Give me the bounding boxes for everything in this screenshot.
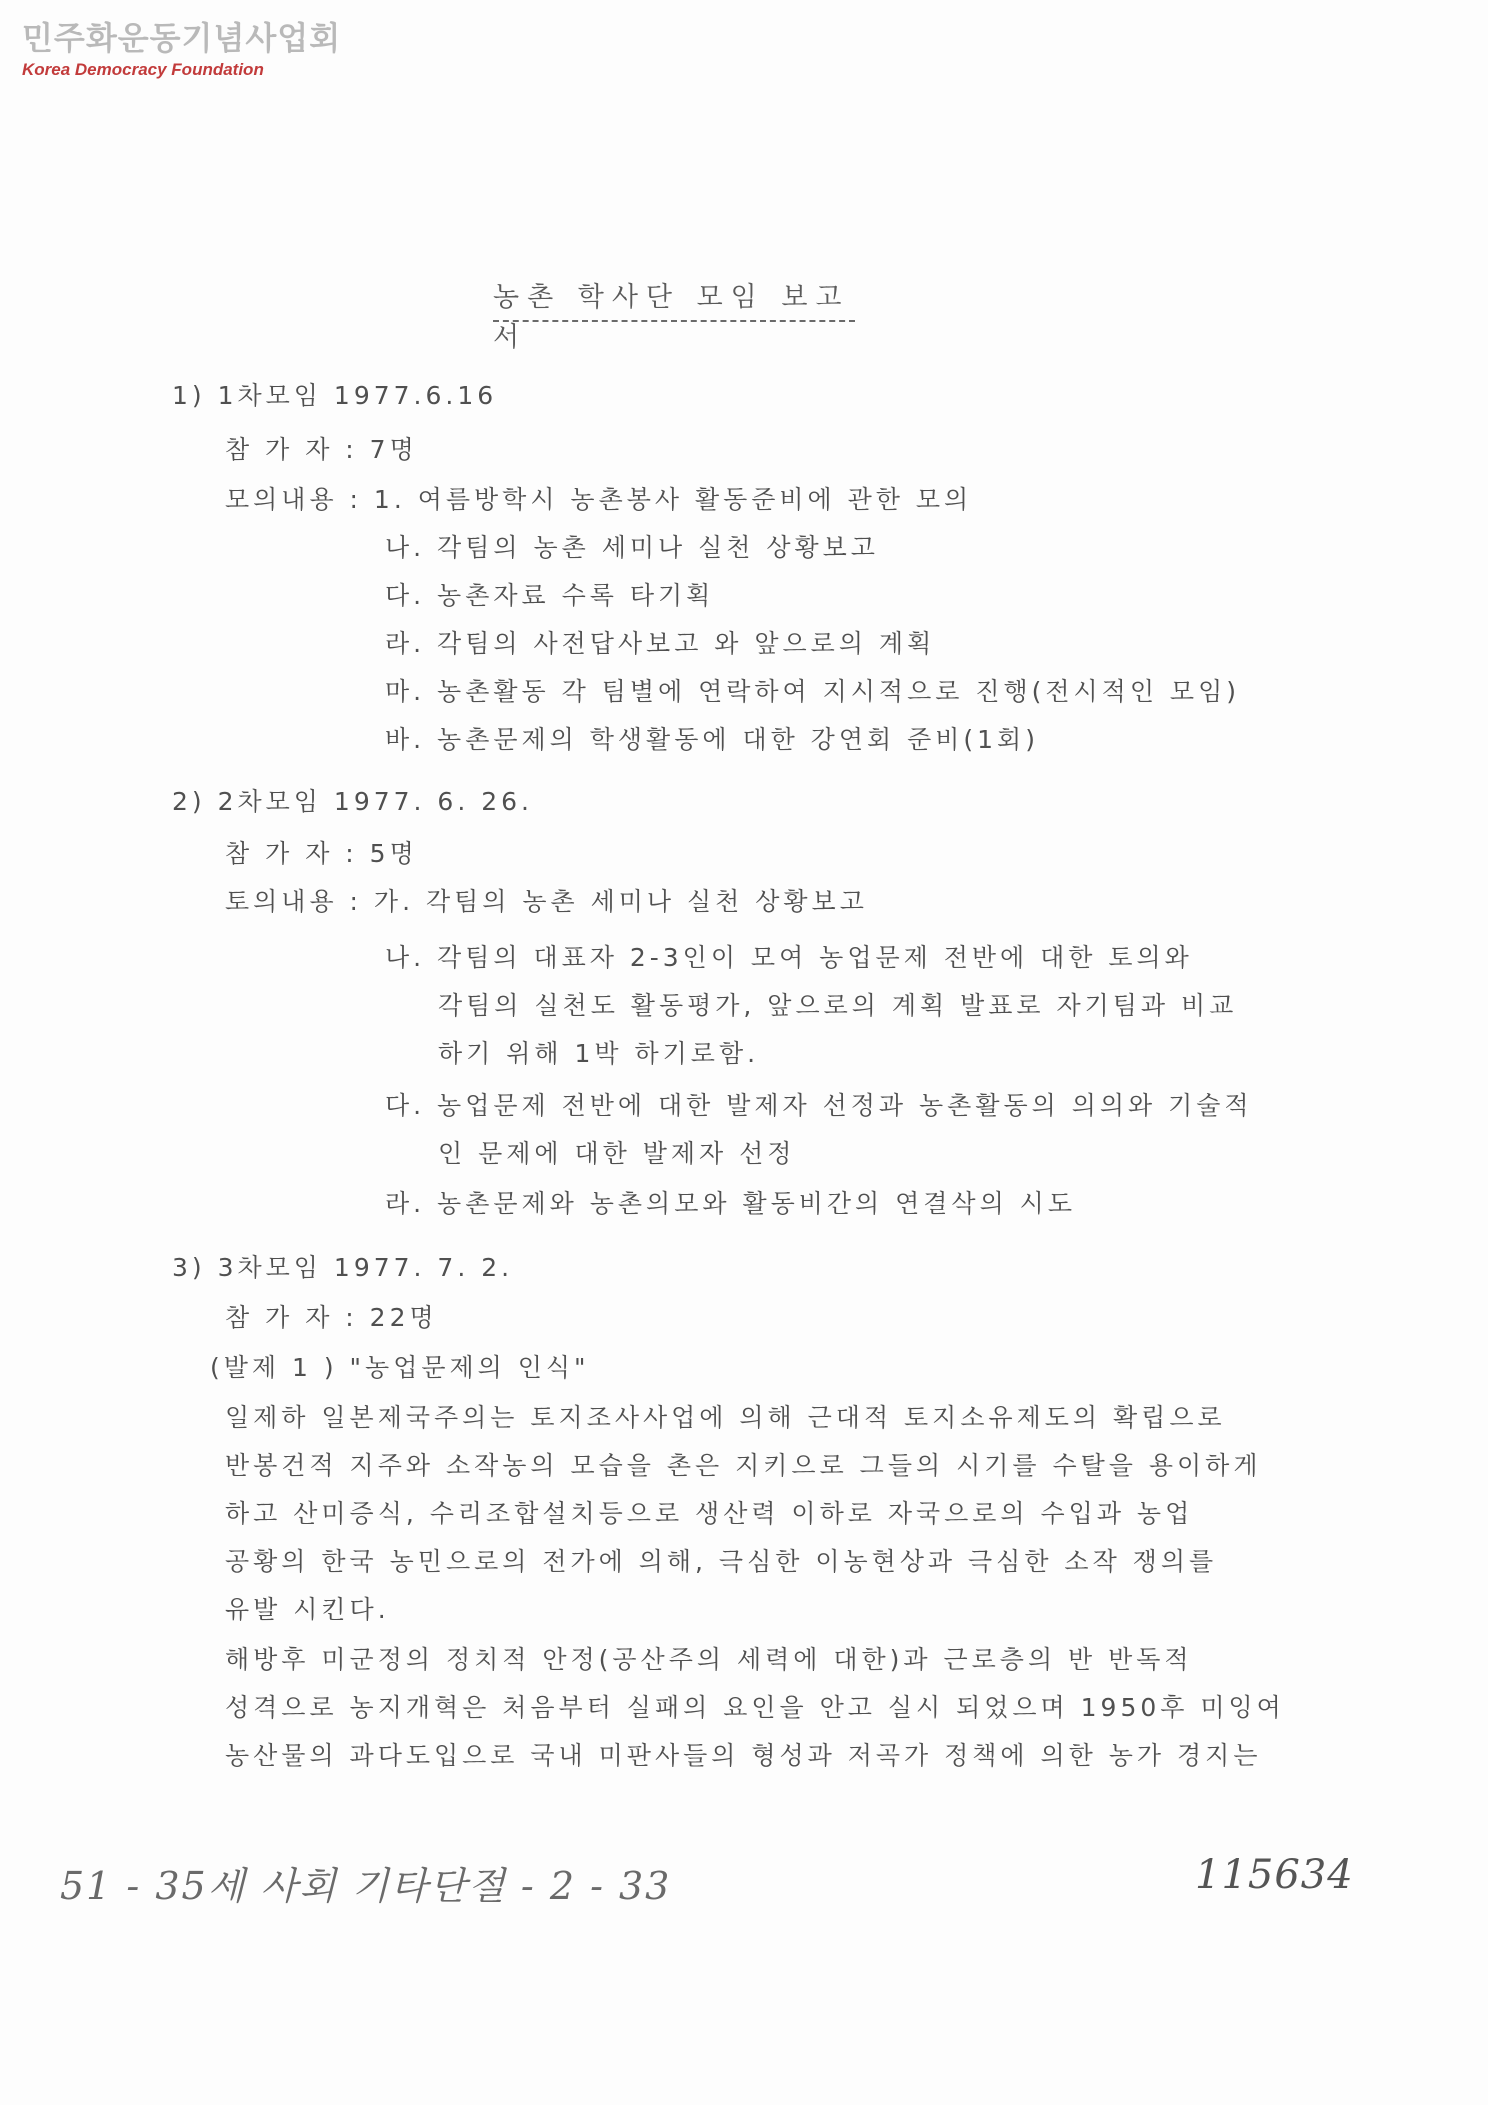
meeting-2-agenda-b: 나. 각팀의 대표자 2-3인이 모여 농업문제 전반에 대한 토의와 [385,943,1193,972]
presentation-1-paragraph-line-1: 일제하 일본제국주의는 토지조사사업에 의해 근대적 토지소유제도의 확립으로 [225,1403,1226,1432]
handwritten-page-number: 115634 [1195,1852,1354,1898]
meeting-1-agenda-f: 바. 농촌문제의 학생활동에 대한 강연회 준비(1회) [385,725,1039,754]
presentation-1-paragraph-line-3: 하고 산미증식, 수리조합설치등으로 생산력 이하로 자국으로의 수입과 농업 [225,1499,1194,1528]
meeting-2-agenda-b-cont-2: 하기 위해 1박 하기로함. [438,1039,760,1068]
presentation-1-heading: (발제 1 ) "농업문제의 인식" [210,1353,590,1382]
presentation-1-paragraph-line-4: 공황의 한국 농민으로의 전가에 의해, 극심한 이농현상과 극심한 소작 쟁의를 [225,1547,1218,1576]
handwritten-file-code: 51 - 35세 사회 기타단절 - 2 - 33 [60,1864,672,1908]
meeting-1-agenda-c: 다. 농촌자료 수록 타기획 [385,581,715,610]
meeting-2-agenda-b-cont-1: 각팀의 실천도 활동평가, 앞으로의 계획 발표로 자기팀과 비교 [438,991,1238,1020]
meeting-1-heading: 1) 1차모임 1977.6.16 [172,381,498,410]
meeting-1-agenda-e: 마. 농촌활동 각 팀별에 연락하여 지시적으로 진행(전시적인 모임) [385,677,1240,706]
meeting-1-agenda-b: 나. 각팀의 농촌 세미나 실천 상황보고 [385,533,879,562]
meeting-1-agenda-d: 라. 각팀의 사전답사보고 와 앞으로의 계획 [385,629,936,658]
presentation-1-paragraph-line-6: 해방후 미군정의 정치적 안정(공산주의 세력에 대한)과 근로층의 반 반독적 [225,1645,1193,1674]
logo-english-text: Korea Democracy Foundation [22,60,264,79]
meeting-3-attendees: 참 가 자 : 22명 [225,1303,438,1332]
logo-korean-text: 민주화운동기념사업회 [22,19,342,57]
presentation-1-paragraph-line-2: 반봉건적 지주와 소작농의 모습을 촌은 지키으로 그들의 시기를 수탈을 용이하게 [225,1451,1262,1480]
meeting-1-agenda-a: 모의내용 : 1. 여름방학시 농촌봉사 활동준비에 관한 모의 [225,485,973,514]
meeting-2-agenda-a: 토의내용 : 가. 각팀의 농촌 세미나 실천 상황보고 [225,887,868,916]
report-title: 농촌 학사단 모임 보고서 [493,282,850,353]
presentation-1-paragraph-line-5: 유발 시킨다. [225,1595,390,1624]
presentation-1-paragraph-line-7: 성격으로 농지개혁은 처음부터 실패의 요인을 안고 실시 되었으며 1950후 미잉여 [225,1693,1285,1722]
meeting-2-agenda-d: 라. 농촌문제와 농촌의모와 활동비간의 연결삭의 시도 [385,1189,1076,1218]
title-underline [493,320,855,322]
meeting-3-heading: 3) 3차모임 1977. 7. 2. [172,1253,514,1282]
presentation-1-paragraph-line-8: 농산물의 과다도입으로 국내 미판사들의 형성과 저곡가 정책에 의한 농가 경지는 [225,1741,1262,1770]
meeting-1-attendees: 참 가 자 : 7명 [225,435,418,464]
meeting-2-heading: 2) 2차모임 1977. 6. 26. [172,787,533,816]
meeting-2-agenda-c-cont: 인 문제에 대한 발제자 선정 [438,1139,796,1168]
meeting-2-agenda-c: 다. 농업문제 전반에 대한 발제자 선정과 농촌활동의 의의와 기술적 [385,1091,1253,1120]
meeting-2-attendees: 참 가 자 : 5명 [225,839,418,868]
